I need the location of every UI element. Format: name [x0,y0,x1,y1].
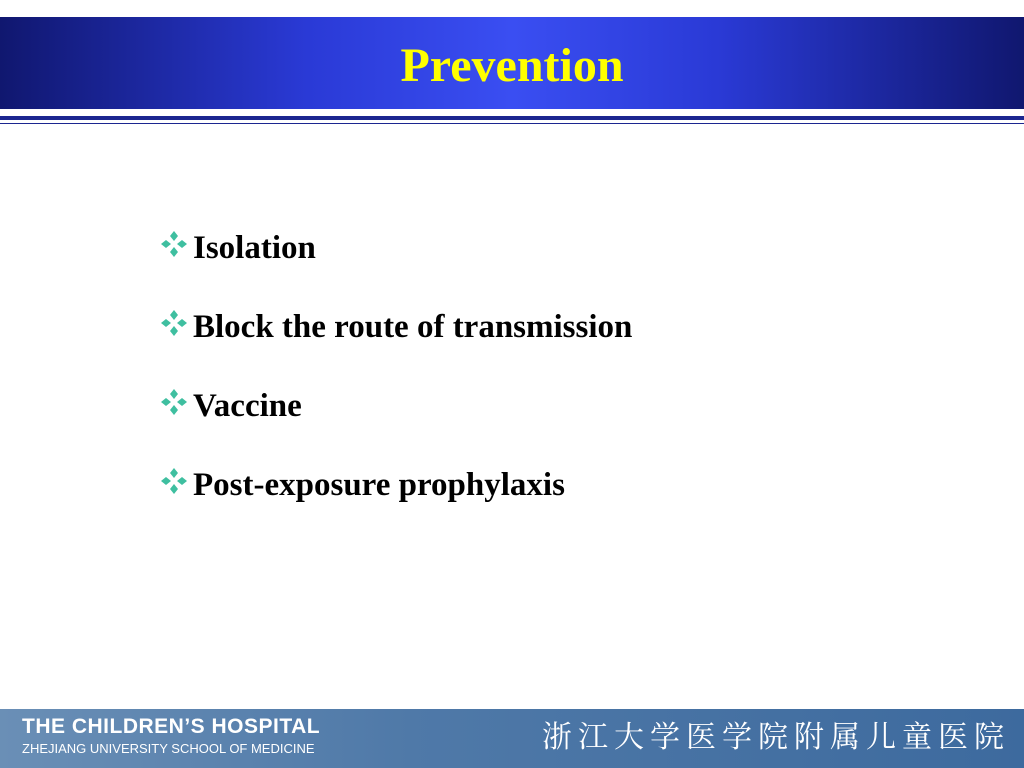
four-diamond-icon [159,229,189,259]
four-diamond-icon [159,466,189,496]
bullet-label: Block the route of transmission [193,308,633,345]
bullet-label: Vaccine [193,387,302,424]
footer-banner [0,709,1024,768]
title-divider-thick [0,116,1024,120]
hospital-name-chinese: 浙江大学医学院附属儿童医院 [542,720,1010,755]
four-diamond-icon [159,308,189,338]
hospital-name: THE CHILDREN’S HOSPITAL [22,715,321,738]
four-diamond-icon [159,387,189,417]
bullet-item [159,228,632,268]
bullet-label: Post-exposure prophylaxis [193,466,565,503]
bullet-item [159,307,632,347]
bullet-list [159,228,632,544]
bullet-item [159,465,632,505]
bullet-item [159,386,632,426]
school-name: ZHEJIANG UNIVERSITY SCHOOL OF MEDICINE [22,741,315,756]
slide-title: Prevention [400,39,624,92]
title-divider-thin [0,123,1024,124]
bullet-label: Isolation [193,229,316,266]
